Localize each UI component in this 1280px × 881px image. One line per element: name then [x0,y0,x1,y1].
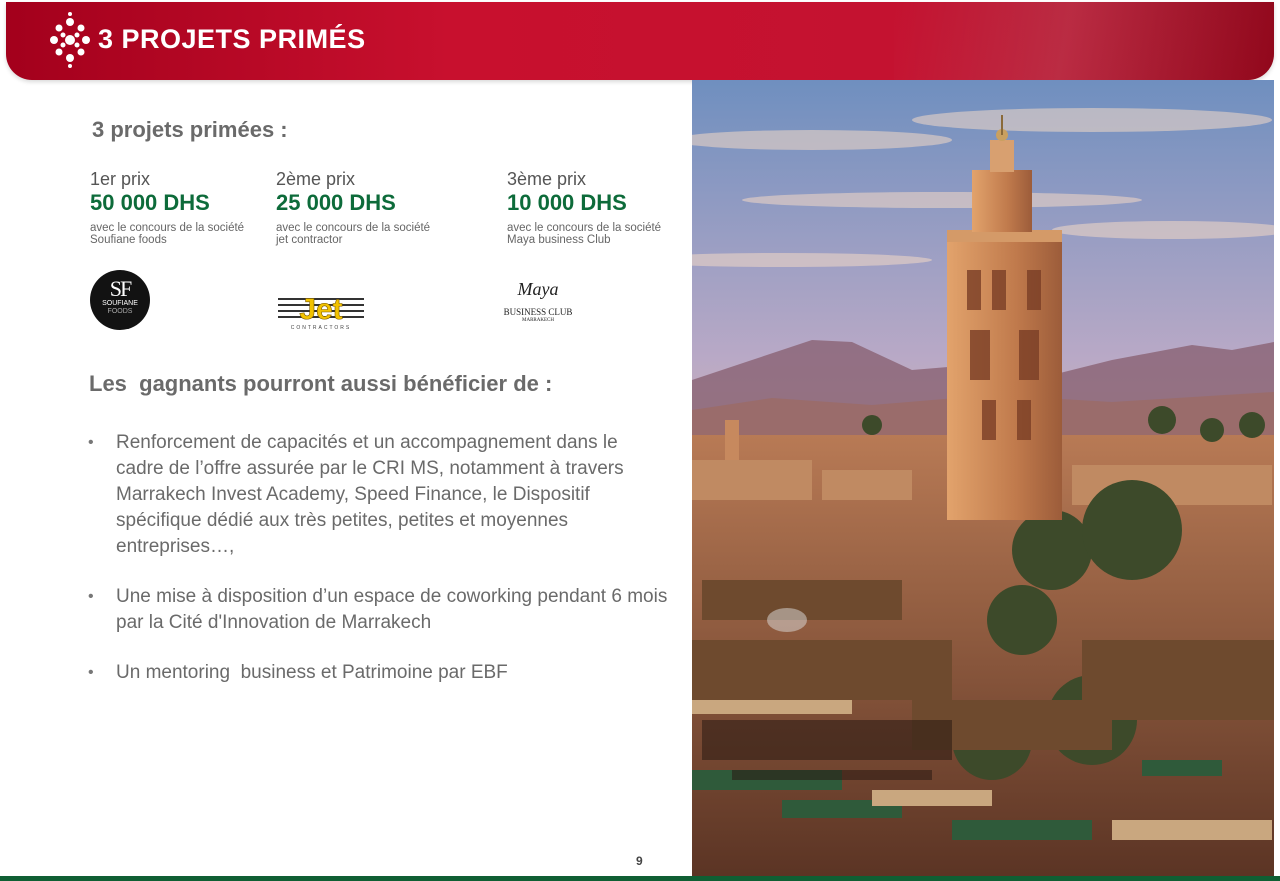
logo-sub: MARRAKECH [522,318,554,323]
marrakech-koutoubia-photo [692,80,1274,877]
prize-rank: 2ème prix [276,169,356,189]
maya-business-club-logo [498,274,578,334]
page-title: 3 PROJETS PRIMÉS [98,24,366,54]
benefits-title: Les gagnants pourront aussi bénéficier de : [89,371,553,396]
logo-sub: CONTRACTORS [290,325,352,331]
prize-rank: 1er prix [90,169,151,189]
logo-name: BUSINESS CLUB [503,307,573,317]
prize-description: avec le concours de la société Soufiane foods [90,222,245,246]
jet-contractors-logo [278,288,368,332]
logo-name: SOUFIANE [102,300,138,307]
list-item: • Une mise à disposition d’un espace de coworking pendant 6 mois par la Cité d'Innovation de Marrakech [88,584,668,636]
prize-second [276,168,466,246]
page-number: 9 [636,854,643,868]
prize-first [90,168,280,246]
prize-rank: 3ème prix [507,169,587,189]
list-item: • Renforcement de capacités et un accompagnement dans le cadre de l’offre assurée par le CRI MS, notamment à travers Marrakech Invest Academy, Speed Finance, le Dispositif spécifique dédié aux très petites, petites et moyennes entreprises…, [88,430,668,560]
header-banner [6,2,1274,80]
soufiane-foods-logo [90,270,150,330]
logo-mark: SF [109,276,131,301]
prize-description: avec le concours de la société jet contractor [276,222,431,246]
bottom-bar [0,876,1280,881]
prize-third [507,168,697,246]
prize-amount: 10 000 DHS [507,190,627,215]
moroccan-star-icon [50,10,90,70]
benefits-list [88,430,673,710]
list-item: • Un mentoring business et Patrimoine par EBF [88,660,668,686]
prize-amount: 50 000 DHS [90,190,210,215]
logo-mark: Maya [517,279,559,299]
logo-mark: Jet [299,293,343,326]
logo-sub: FOODS [107,308,133,315]
prize-amount: 25 000 DHS [276,190,396,215]
photo-illustration [692,80,1274,877]
prizes-subtitle: 3 projets primées : [92,117,288,142]
prize-description: avec le concours de la société Maya business Club [507,222,662,246]
